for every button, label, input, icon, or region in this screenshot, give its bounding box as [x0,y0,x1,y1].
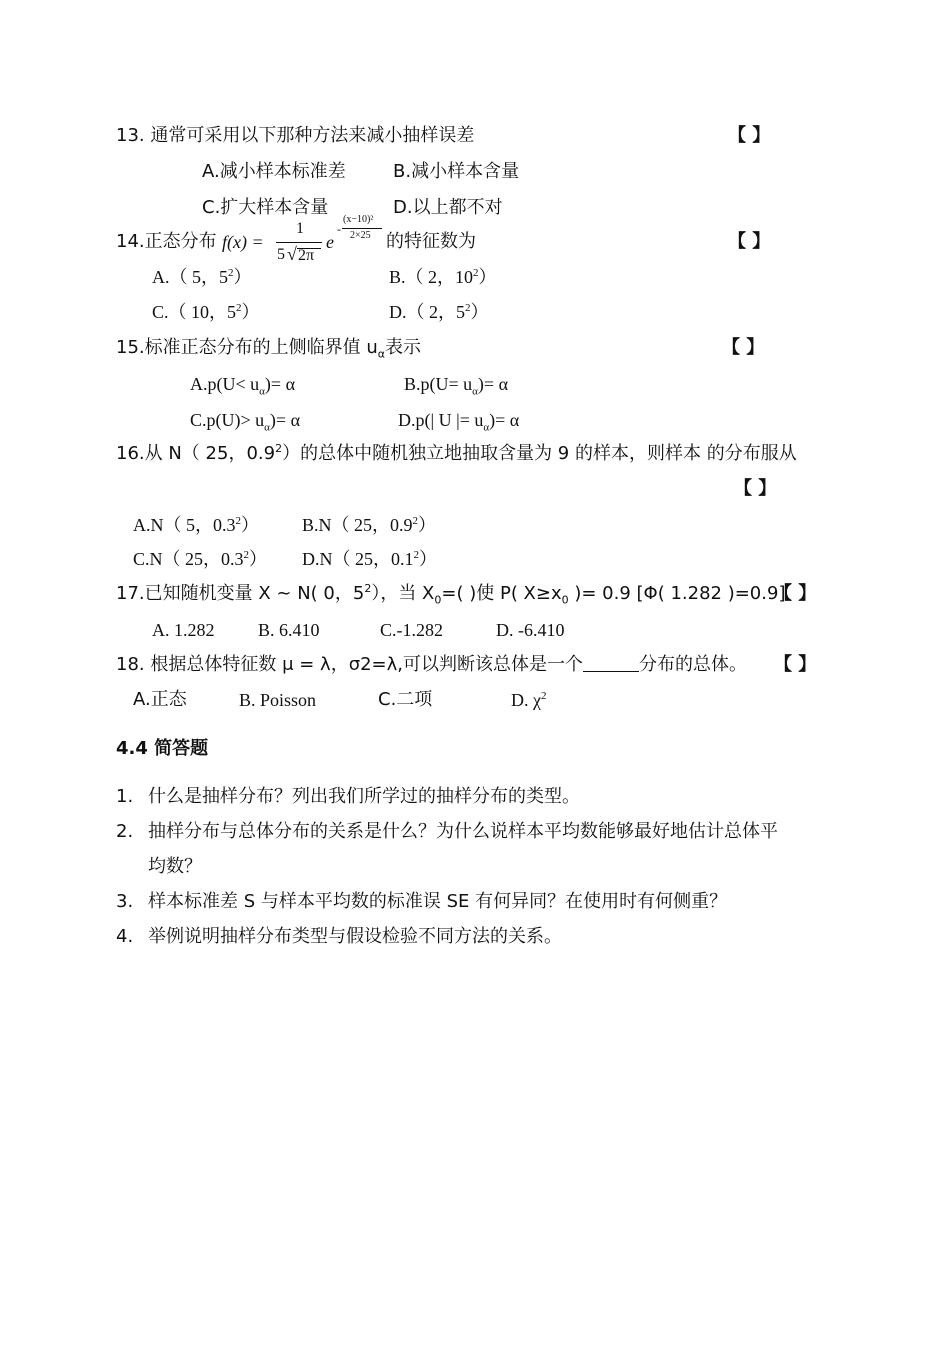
q14-suffix: 的特征数为 [386,231,476,252]
q16-answer-bracket: 【 】 [734,478,777,499]
q17-answer-bracket: 【 】 [774,583,817,604]
q14-fx: f(x) = [222,232,264,252]
q13-option-a: A.减小样本标准差 [202,161,346,182]
q14-fraction-numerator: 1 [296,220,304,237]
q17-stem: 17.已知随机变量 X ~ N( 0，$5^2$），当 $X_0=$( )使 P( $X\ge x_0$ )= 0.9 [Φ( 1.282 )=0.9] [116,582,786,607]
q18-option-b: B. Poisson [239,690,317,710]
q15-stem: 15.标准正态分布的上侧临界值 $u_\alpha$表示 [116,337,422,361]
sqrt-icon: √ [287,244,297,264]
q14-fraction-bar [276,242,322,243]
q17-option-b: B. 6.410 [258,620,320,640]
q18-answer-blank [583,653,639,672]
q18-option-a: A.正态 [133,689,187,710]
section-heading: 4.4 简答题 [116,738,209,759]
q13-option-b: B.减小样本含量 [393,161,520,182]
q14-answer-bracket: 【 】 [728,231,771,252]
q14-option-d: D.（ 2，$5^2$） [389,302,489,322]
q17-option-a: A. 1.282 [152,620,215,640]
q15-option-c: $C.p(U)> u_\alpha)= \alpha$ [190,410,300,434]
q16-option-c: C.N（ 25，$0.3^2$） [133,549,268,569]
q14-option-a: A.（ 5，$5^2$） [152,267,252,287]
q14-exp-bar [342,228,382,229]
q16-option-a: A.N（ 5，$0.3^2$） [133,515,259,535]
q16-option-b: B.N（ 25，$0.9^2$） [302,515,437,535]
list-item: 3. 样本标准差 S 与样本平均数的标准误 SE 有何异同？在使用时有何侧重？ [116,891,728,912]
q18-stem: 18. 根据总体特征数 μ = λ，σ2=λ,可以判断该总体是一个 分布的总体。 [116,654,748,675]
q13-answer-bracket: 【 】 [728,125,771,146]
q14-exp-minus: - [337,222,341,236]
q18-option-c: C.二项 [378,689,433,710]
q13-option-d: D.以上都不对 [393,197,503,218]
q13-stem: 13. 通常可采用以下那种方法来减小抽样误差 [116,125,475,146]
q14-fraction-den-coef: 5 [277,246,285,263]
q18-answer-bracket: 【 】 [774,654,817,675]
q14-exp-numerator: (x−10)² [343,214,374,225]
q15-option-d: D.p(| U |= $u_\alpha)= \alpha$ [398,410,520,434]
q14-prefix: 14.正态分布 [116,231,217,252]
list-item: 4. 举例说明抽样分布类型与假设检验不同方法的关系。 [116,926,562,947]
q15-answer-bracket: 【 】 [722,337,765,358]
list-item: 2. 抽样分布与总体分布的关系是什么？为什么说样本平均数能够最好地估计总体平 [116,821,778,842]
list-item-continuation: 均数？ [148,856,202,877]
q14-exp-base: e [326,232,334,252]
q17-option-d: D. -6.410 [496,620,565,640]
q17-option-c: C.-1.282 [380,620,443,640]
q16-stem: 16.从 N（ 25，$0.9^2$）的总体中随机独立地抽取含量为 9 的样本，则样本 的分布服从 [116,442,797,464]
q16-option-d: D.N（ 25，$0.1^2$） [302,549,437,569]
q14-exp-denominator: 2×25 [350,230,371,241]
list-item: 1. 什么是抽样分布？列出我们所学过的抽样分布的类型。 [116,786,580,807]
q14-option-b: B.（ 2，$10^2$） [389,267,497,287]
q13-option-c: C.扩大样本含量 [202,197,329,218]
q15-option-a: $A.p(U< u_\alpha)= \alpha$ [190,374,295,398]
q18-option-d: D. $\chi^2$ [511,690,547,710]
q15-option-b: $B.p(U= u_\alpha)= \alpha$ [404,374,508,398]
q14-option-c: C.（ 10，$5^2$） [152,302,260,322]
q14-fraction-radicand: 2π [298,247,315,264]
